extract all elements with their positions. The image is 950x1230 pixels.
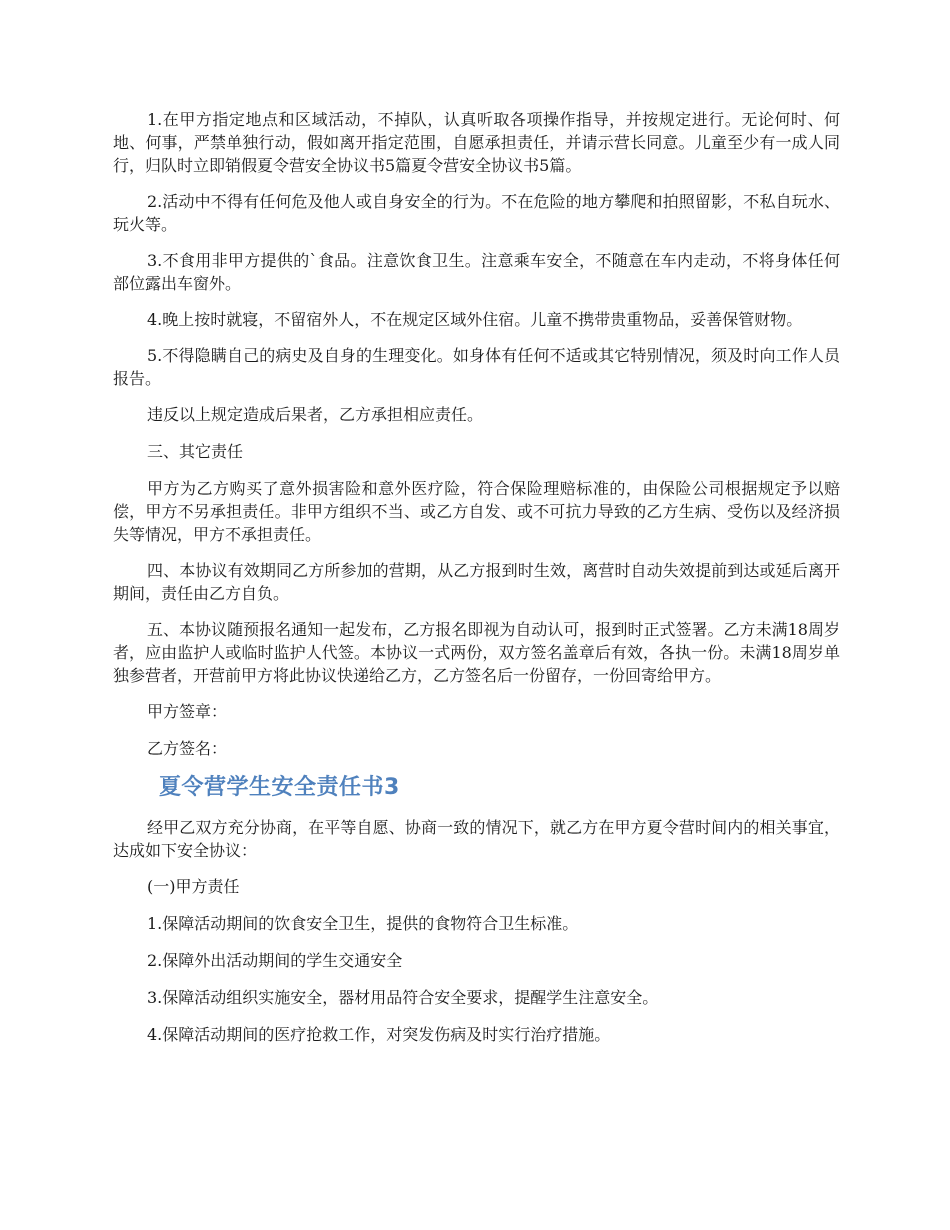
rule-1-paragraph: 1.在甲方指定地点和区域活动，不掉队，认真听取各项操作指导，并按规定进行。无论何时、何地、何事，严禁单独行动，假如离开指定范围，自愿承担责任，并请示营长同意。儿童至少有一成人同行，归队时立即销假夏令营安全协议书5篇夏令营安全协议书5篇。	[113, 110, 840, 175]
party-a-responsibility-heading: (一)甲方责任	[147, 877, 240, 896]
section-3-title: 夏令营学生安全责任书3	[159, 775, 400, 800]
rule-4-paragraph: 4.晚上按时就寝，不留宿外人，不在规定区域外住宿。儿童不携带贵重物品，妥善保管财物。	[147, 310, 803, 329]
duty-4-paragraph: 4.保障活动期间的医疗抢救工作，对突发伤病及时实行治疗措施。	[147, 1025, 611, 1044]
duty-3-paragraph: 3.保障活动组织实施安全，器材用品符合安全要求，提醒学生注意安全。	[147, 988, 659, 1007]
violation-paragraph: 违反以上规定造成后果者，乙方承担相应责任。	[147, 405, 484, 424]
publication-paragraph: 五、本协议随预报名通知一起发布，乙方报名即视为自动认可，报到时正式签署。乙方未满18周岁者，应由监护人或临时监护人代签。本协议一式两份，双方签名盖章后有效，各执一份。未满18周岁单独参营者，开营前甲方将此协议快递给乙方，乙方签名后一份留存，一份回寄给甲方。	[113, 620, 840, 685]
insurance-paragraph: 甲方为乙方购买了意外损害险和意外医疗险，符合保险理赔标准的，由保险公司根据规定予以赔偿，甲方不另承担责任。非甲方组织不当、或乙方自发、或不可抗力导致的乙方生病、受伤以及经济损失等情况，甲方不承担责任。	[113, 479, 840, 544]
other-responsibility-heading: 三、其它责任	[147, 442, 244, 461]
duty-1-paragraph: 1.保障活动期间的饮食安全卫生，提供的食物符合卫生标准。	[147, 914, 579, 933]
rule-5-paragraph: 5.不得隐瞒自己的病史及自身的生理变化。如身体有任何不适或其它特别情况，须及时向工作人员报告。	[113, 346, 840, 388]
validity-paragraph: 四、本协议有效期同乙方所参加的营期，从乙方报到时生效，离营时自动失效提前到达或延后离开期间，责任由乙方自负。	[113, 561, 840, 603]
party-b-signature: 乙方签名：	[147, 739, 228, 758]
rule-2-paragraph: 2.活动中不得有任何危及他人或自身安全的行为。不在危险的地方攀爬和拍照留影，不私自玩水、玩火等。	[113, 192, 840, 234]
rule-3-paragraph: 3.不食用非甲方提供的`食品。注意饮食卫生。注意乘车安全，不随意在车内走动，不将身体任何部位露出车窗外。	[113, 251, 840, 293]
agreement-intro-paragraph: 经甲乙双方充分协商，在平等自愿、协商一致的情况下，就乙方在甲方夏令营时间内的相关事宜，达成如下安全协议：	[113, 818, 840, 860]
document-page	[113, 108, 840, 1060]
party-a-signature: 甲方签章：	[147, 702, 228, 721]
duty-2-paragraph: 2.保障外出活动期间的学生交通安全	[147, 951, 403, 970]
